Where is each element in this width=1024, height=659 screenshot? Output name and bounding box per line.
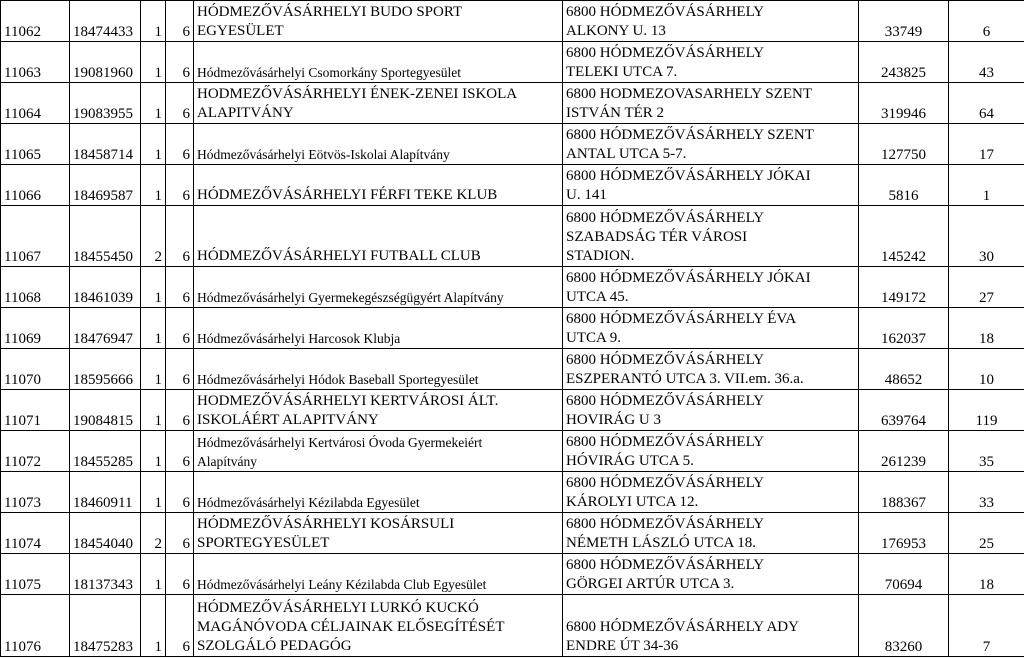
table-body <box>1 1 1024 657</box>
tax-number-cell: 18595666 <box>70 349 141 390</box>
organization-name-cell <box>194 472 563 513</box>
amount-cell: 33749 <box>859 1 949 42</box>
organization-name-line: SPORTEGYESÜLET <box>197 535 330 551</box>
table-row <box>1 165 1024 206</box>
address-line: UTCA 45. <box>566 289 629 305</box>
address-line: 6800 HÓDMEZŐVÁSÁRHELY <box>566 4 765 20</box>
table-row <box>1 431 1024 472</box>
address-cell <box>563 1 859 42</box>
organization-name-line: HODMEZŐVÁSÁRHELYI ÉNEK-ZENEI ISKOLA <box>197 86 518 102</box>
address-cell <box>563 83 859 124</box>
record-id-cell: 11064 <box>1 83 70 124</box>
count-cell: 119 <box>949 390 1024 431</box>
address-line: ENDRE ÚT 34-36 <box>566 638 679 654</box>
amount-cell: 261239 <box>859 431 949 472</box>
amount-cell: 83260 <box>859 595 949 657</box>
table-row <box>1 472 1024 513</box>
address-line: SZABADSÁG TÉR VÁROSI <box>566 229 748 245</box>
address-cell <box>563 206 859 267</box>
amount-cell: 145242 <box>859 206 949 267</box>
amount-cell: 48652 <box>859 349 949 390</box>
organization-name-cell <box>194 554 563 595</box>
organization-name-line: MAGÁNÓVODA CÉLJAINAK ELŐSEGÍTÉSÉT <box>197 619 505 635</box>
address-line: 6800 HÓDMEZŐVÁSÁRHELY JÓKAI <box>566 168 811 184</box>
amount-cell: 639764 <box>859 390 949 431</box>
code-a-cell: 1 <box>141 267 166 308</box>
tax-number-cell: 19081960 <box>70 42 141 83</box>
organization-name-line: HÓDMEZŐVÁSÁRHELYI FUTBALL CLUB <box>197 248 481 264</box>
amount-cell: 127750 <box>859 124 949 165</box>
address-line: ALKONY U. 13 <box>566 23 666 39</box>
tax-number-cell: 18455450 <box>70 206 141 267</box>
address-cell <box>563 390 859 431</box>
organization-name-cell <box>194 308 563 349</box>
count-cell: 10 <box>949 349 1024 390</box>
organization-name-cell <box>194 1 563 42</box>
count-cell: 6 <box>949 1 1024 42</box>
address-line: 6800 HÓDMEZŐVÁSÁRHELY <box>566 557 765 573</box>
address-cell <box>563 349 859 390</box>
address-line: 6800 HÓDMEZŐVÁSÁRHELY <box>566 434 765 450</box>
organization-name-cell <box>194 431 563 472</box>
code-a-cell: 1 <box>141 472 166 513</box>
address-line: NÉMETH LÁSZLÓ UTCA 18. <box>566 535 756 551</box>
address-line: 6800 HÓDMEZŐVÁSÁRHELY SZENT <box>566 127 814 143</box>
table-row <box>1 267 1024 308</box>
code-a-cell: 1 <box>141 308 166 349</box>
address-line: 6800 HÓDMEZŐVÁSÁRHELY <box>566 475 765 491</box>
tax-number-cell: 18455285 <box>70 431 141 472</box>
address-cell <box>563 267 859 308</box>
organization-name-line: Hódmezővásárhelyi Leány Kézilabda Club Egyesület <box>197 577 487 592</box>
code-b-cell: 6 <box>166 308 194 349</box>
code-a-cell: 1 <box>141 165 166 206</box>
record-id-cell: 11074 <box>1 513 70 554</box>
code-b-cell: 6 <box>166 206 194 267</box>
organization-name-line: SZOLGÁLÓ PEDAGÓG <box>197 638 352 654</box>
code-a-cell: 1 <box>141 390 166 431</box>
code-b-cell: 6 <box>166 431 194 472</box>
organization-name-line: EGYESÜLET <box>197 23 284 39</box>
code-a-cell: 2 <box>141 206 166 267</box>
organization-name-line: Hódmezővásárhelyi Gyermekegészségügyért Alapítvány <box>197 290 504 305</box>
address-line: 6800 HÓDMEZŐVÁSÁRHELY <box>566 352 765 368</box>
address-cell <box>563 513 859 554</box>
address-line: 6800 HÓDMEZŐVÁSÁRHELY ÉVA <box>566 311 797 327</box>
table-row <box>1 349 1024 390</box>
code-b-cell: 6 <box>166 595 194 657</box>
address-line: HÓVIRÁG UTCA 5. <box>566 453 694 469</box>
amount-cell: 5816 <box>859 165 949 206</box>
tax-number-cell: 18474433 <box>70 1 141 42</box>
tax-number-cell: 19083955 <box>70 83 141 124</box>
address-cell <box>563 431 859 472</box>
record-id-cell: 11071 <box>1 390 70 431</box>
tax-number-cell: 18475283 <box>70 595 141 657</box>
code-a-cell: 1 <box>141 1 166 42</box>
record-id-cell: 11067 <box>1 206 70 267</box>
address-line: 6800 HÓDMEZŐVÁSÁRHELY <box>566 210 765 226</box>
code-a-cell: 1 <box>141 554 166 595</box>
organization-name-cell <box>194 42 563 83</box>
organization-name-line: HODMEZŐVÁSÁRHELYI KERTVÁROSI ÁLT. <box>197 393 499 409</box>
code-b-cell: 6 <box>166 165 194 206</box>
organization-name-cell <box>194 595 563 657</box>
address-cell <box>563 595 859 657</box>
tax-number-cell: 18137343 <box>70 554 141 595</box>
count-cell: 35 <box>949 431 1024 472</box>
table-row <box>1 83 1024 124</box>
address-line: HOVIRÁG U 3 <box>566 412 661 428</box>
count-cell: 64 <box>949 83 1024 124</box>
code-b-cell: 6 <box>166 513 194 554</box>
tax-number-cell: 18461039 <box>70 267 141 308</box>
organization-name-line: Alapítvány <box>197 454 257 469</box>
organization-name-line: Hódmezővásárhelyi Hódok Baseball Sportegyesület <box>197 372 479 387</box>
address-line: ISTVÁN TÉR 2 <box>566 105 665 121</box>
record-id-cell: 11076 <box>1 595 70 657</box>
record-id-cell: 11070 <box>1 349 70 390</box>
count-cell: 30 <box>949 206 1024 267</box>
record-id-cell: 11075 <box>1 554 70 595</box>
count-cell: 25 <box>949 513 1024 554</box>
tax-number-cell: 18454040 <box>70 513 141 554</box>
tax-number-cell: 18476947 <box>70 308 141 349</box>
tax-number-cell: 18469587 <box>70 165 141 206</box>
code-b-cell: 6 <box>166 390 194 431</box>
count-cell: 27 <box>949 267 1024 308</box>
amount-cell: 176953 <box>859 513 949 554</box>
tax-number-cell: 18458714 <box>70 124 141 165</box>
code-b-cell: 6 <box>166 554 194 595</box>
address-cell <box>563 472 859 513</box>
table-row <box>1 390 1024 431</box>
table-row <box>1 308 1024 349</box>
amount-cell: 70694 <box>859 554 949 595</box>
tax-number-cell: 18460911 <box>70 472 141 513</box>
amount-cell: 188367 <box>859 472 949 513</box>
organization-name-cell <box>194 165 563 206</box>
organization-name-cell <box>194 390 563 431</box>
organization-name-line: ALAPITVÁNY <box>197 105 294 121</box>
organization-name-cell <box>194 83 563 124</box>
count-cell: 33 <box>949 472 1024 513</box>
table-row <box>1 595 1024 657</box>
address-line: 6800 HODMEZOVASARHELY SZENT <box>566 86 812 102</box>
record-id-cell: 11068 <box>1 267 70 308</box>
code-b-cell: 6 <box>166 1 194 42</box>
table-row <box>1 42 1024 83</box>
count-cell: 1 <box>949 165 1024 206</box>
tax-number-cell: 19084815 <box>70 390 141 431</box>
organization-name-line: Hódmezővásárhelyi Eötvös-Iskolai Alapítvány <box>197 147 450 162</box>
address-line: GÖRGEI ARTÚR UTCA 3. <box>566 576 735 592</box>
address-line: 6800 HÓDMEZŐVÁSÁRHELY JÓKAI <box>566 270 811 286</box>
table-row <box>1 513 1024 554</box>
organization-name-line: Hódmezővásárhelyi Harcosok Klubja <box>197 331 401 346</box>
count-cell: 43 <box>949 42 1024 83</box>
code-a-cell: 1 <box>141 595 166 657</box>
organization-name-line: HÓDMEZŐVÁSÁRHELYI FÉRFI TEKE KLUB <box>197 187 498 203</box>
count-cell: 18 <box>949 554 1024 595</box>
organization-name-line: ISKOLÁÉRT ALAPITVÁNY <box>197 412 379 428</box>
amount-cell: 162037 <box>859 308 949 349</box>
record-id-cell: 11072 <box>1 431 70 472</box>
address-line: 6800 HÓDMEZŐVÁSÁRHELY <box>566 393 765 409</box>
code-a-cell: 1 <box>141 431 166 472</box>
address-cell <box>563 308 859 349</box>
table-row <box>1 206 1024 267</box>
table-row <box>1 124 1024 165</box>
organization-name-line: Hódmezővásárhelyi Kézilabda Egyesület <box>197 495 420 510</box>
address-line: KÁROLYI UTCA 12. <box>566 494 699 510</box>
address-line: UTCA 9. <box>566 330 622 346</box>
count-cell: 18 <box>949 308 1024 349</box>
organization-name-cell <box>194 513 563 554</box>
code-a-cell: 1 <box>141 83 166 124</box>
record-id-cell: 11062 <box>1 1 70 42</box>
record-id-cell: 11063 <box>1 42 70 83</box>
address-line: TELEKI UTCA 7. <box>566 64 678 80</box>
record-id-cell: 11066 <box>1 165 70 206</box>
address-cell <box>563 554 859 595</box>
code-a-cell: 1 <box>141 349 166 390</box>
organization-name-line: Hódmezővásárhelyi Kertvárosi Óvoda Gyermekeiért <box>197 435 483 450</box>
address-line: ANTAL UTCA 5-7. <box>566 146 687 162</box>
code-b-cell: 6 <box>166 472 194 513</box>
code-a-cell: 1 <box>141 124 166 165</box>
code-a-cell: 2 <box>141 513 166 554</box>
address-line: U. 141 <box>566 187 607 203</box>
address-line: 6800 HÓDMEZŐVÁSÁRHELY <box>566 516 765 532</box>
code-a-cell: 1 <box>141 42 166 83</box>
organization-name-line: Hódmezővásárhelyi Csomorkány Sportegyesület <box>197 65 461 80</box>
code-b-cell: 6 <box>166 124 194 165</box>
amount-cell: 243825 <box>859 42 949 83</box>
organization-name-cell <box>194 206 563 267</box>
organization-name-line: HÓDMEZŐVÁSÁRHELYI BUDO SPORT <box>197 4 463 20</box>
address-cell <box>563 42 859 83</box>
record-id-cell: 11073 <box>1 472 70 513</box>
address-line: ESZPERANTÓ UTCA 3. VII.em. 36.a. <box>566 371 804 387</box>
address-line: 6800 HÓDMEZŐVÁSÁRHELY ADY <box>566 619 799 635</box>
table-row <box>1 554 1024 595</box>
organization-name-cell <box>194 349 563 390</box>
record-id-cell: 11065 <box>1 124 70 165</box>
address-line: STADION. <box>566 248 635 264</box>
address-cell <box>563 165 859 206</box>
record-id-cell: 11069 <box>1 308 70 349</box>
organization-name-line: HÓDMEZŐVÁSÁRHELYI KOSÁRSULI <box>197 516 455 532</box>
code-b-cell: 6 <box>166 42 194 83</box>
address-cell <box>563 124 859 165</box>
organization-name-cell <box>194 124 563 165</box>
code-b-cell: 6 <box>166 349 194 390</box>
code-b-cell: 6 <box>166 83 194 124</box>
address-line: 6800 HÓDMEZŐVÁSÁRHELY <box>566 45 765 61</box>
count-cell: 17 <box>949 124 1024 165</box>
count-cell: 7 <box>949 595 1024 657</box>
table-row <box>1 1 1024 42</box>
amount-cell: 319946 <box>859 83 949 124</box>
amount-cell: 149172 <box>859 267 949 308</box>
organization-name-cell <box>194 267 563 308</box>
code-b-cell: 6 <box>166 267 194 308</box>
organization-name-line: HÓDMEZŐVÁSÁRHELYI LURKÓ KUCKÓ <box>197 600 479 616</box>
